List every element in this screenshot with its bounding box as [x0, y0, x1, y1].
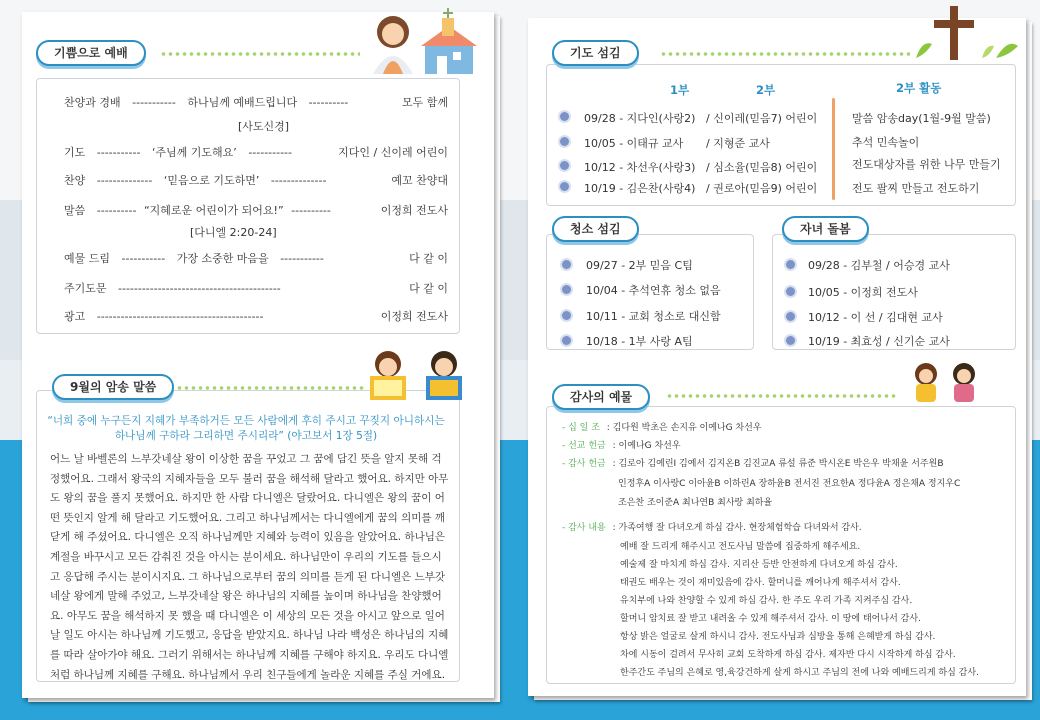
prayer-2nd: / 심소율(믿음8) 어린이 — [706, 161, 818, 174]
thanks-content-line: 차에 시동이 걸려서 무사히 교회 도착하게 하심 감사. 제자반 다시 시작하게 하심 감사. — [620, 650, 956, 660]
thanks-title: 감사의 예물 — [552, 384, 650, 410]
bullet-icon — [562, 260, 571, 269]
order-content: [다니엘 2:20-24] — [190, 226, 277, 239]
order-content: “지혜로운 어린이가 되어요!” — [143, 204, 284, 217]
cleaning-title: 청소 섬김 — [552, 216, 639, 242]
cleaning-item: 10/04 - 추석연휴 청소 없음 — [586, 284, 721, 297]
leader-dashes: ----------------------------------------- — [118, 282, 281, 295]
activity-item: 전도대상자를 위한 나무 만들기 — [852, 158, 1001, 171]
bullet-icon — [560, 161, 569, 170]
bullet-icon — [560, 182, 569, 191]
cleaning-item: 10/11 - 교회 청소로 대신함 — [586, 310, 721, 323]
bullet-icon — [786, 260, 795, 269]
jesus-church-illustration — [365, 8, 481, 78]
cleaning-item: 09/27 - 2부 믿음 C팀 — [586, 259, 693, 272]
order-label: 기도 — [64, 146, 86, 159]
order-person: 예꼬 찬양대 — [391, 174, 448, 187]
divider-bar — [832, 98, 835, 200]
thanks-content-line: : 가족여행 잘 다녀오게 하심 감사. 현장체험학습 다녀와서 감사. — [612, 523, 862, 533]
cleaning-item: 10/18 - 1부 사랑 A팀 — [586, 335, 693, 348]
order-person: 이정희 전도사 — [375, 308, 448, 324]
order-person: 다 같 이 — [403, 280, 448, 296]
dot-divider — [176, 384, 366, 392]
leader-dashes: ----------- — [280, 252, 324, 265]
order-person: 지다인 / 신이레 어린이 — [338, 146, 448, 159]
bullet-icon — [786, 287, 795, 296]
worship-row — [64, 144, 448, 160]
tithe-row — [562, 420, 762, 433]
bullet-icon — [786, 312, 795, 321]
children-reading-illustration — [366, 346, 468, 404]
prayer-2nd: / 권로아(믿음9) 어린이 — [706, 182, 818, 195]
order-label: 주기도문 — [64, 282, 107, 295]
worship-row — [64, 172, 448, 188]
leader-dashes: -------------- — [96, 174, 153, 187]
thanks-offering-names: : 김로아 김예린I 김예서 김지온B 김진교A 류설 류준 박시온E 박은우 박채윤 서주원B — [612, 459, 944, 469]
bullet-icon — [562, 336, 571, 345]
leader-dashes: ------------------------------------------ — [96, 310, 264, 323]
leader-dashes: ---------- — [96, 204, 137, 217]
activity-item: 말씀 암송day(1월-9월 말씀) — [852, 112, 991, 125]
dot-divider — [160, 50, 360, 58]
parenting-title: 자녀 돌봄 — [782, 216, 869, 242]
thanks-offering-row — [562, 456, 944, 469]
thanks-content-line: 예술제 잘 마치게 하심 감사. 지리산 등반 안전하게 다녀오게 하심 감사. — [620, 560, 898, 570]
prayer-title: 기도 섬김 — [552, 40, 639, 66]
bullet-icon — [562, 285, 571, 294]
order-label: 광고 — [64, 310, 86, 323]
story-text: 어느 날 바벨론의 느부갓네살 왕이 이상한 꿈을 꾸었고 그 꿈에 담긴 뜻을 알지 못해 걱정했어요. 그래서 왕국의 지혜자들을 모두 불러 꿈을 해석해 달라고 했어요. 하지만 아무도 왕의 꿈을 풀지 못했어요. 하지만 한 사람 다니엘은 달랐어요. 다니엘은 왕의 꿈이 어떤 뜻인지 알게 해 달라고 기도했어요. 그리고 하나님께서는 다니엘에게 꿈의 의미를 깨닫게 해 주셨어요. 다니엘은 오직 하나님께만 지혜와 능력이 있음을 알았어요. 하나님은 계절을 바꾸시고 모든 감춰진 것을 아시는 분이세요. 하나님만이 우리의 기도를 들으시고 응답해 주시는 분이시지요. 그 하나님으로부터 꿈의 의미를 듣게 된 다니엘은 느부갓네살 왕에게 말해 주었고, 느부갓네살 왕은 하나님의 지혜를 높이며 하나님을 찬양했어요. 아무도 꿈을 해석하지 못 했을 때 다니엘은 이 세상의 모든 것을 아시고 앞으로 일어날 일도 아시는 하나님께 기도했고, 응답을 받았지요. 하나님 나라 백성은 하나님의 지혜를 따라 살아가야 해요. 그러기 위해서는 하나님께 지혜를 구해야 하지요. 우리도 다니엘처럼 하나님께 지혜를 구해요. 하나님께서 우리 친구들에게 놀라운 지혜를 주실 거에요. — [50, 453, 449, 681]
bullet-icon — [560, 137, 569, 146]
order-person: 다 같 이 — [409, 252, 448, 265]
activity-item: 추석 민속놀이 — [852, 136, 920, 149]
order-label: 예물 드림 — [64, 252, 111, 265]
column-header: 2부 활동 — [896, 81, 942, 95]
order-label: 찬양 — [64, 174, 86, 187]
thanks-content-row — [562, 520, 862, 533]
worship-row — [64, 280, 448, 296]
thanks-content-line: 항상 밝은 얼굴로 살게 하시니 감사. 전도사님과 심방을 통해 은혜받게 하심 감사. — [620, 632, 936, 642]
leader-dashes: ---------- — [308, 96, 349, 109]
children-praying-illustration — [908, 360, 984, 404]
column-header: 1부 — [670, 83, 690, 97]
thanks-content-label: - 감사 내용 — [562, 523, 606, 533]
leader-dashes: ----------- — [96, 146, 141, 159]
bullet-icon — [562, 311, 571, 320]
worship-row — [64, 250, 448, 266]
leader-dashes: ----------- — [121, 252, 166, 265]
prayer-2nd: / 신이레(믿음7) 어린이 — [706, 112, 818, 125]
prayer-1st: 10/12 - 차선우(사랑3) — [584, 161, 696, 174]
prayer-2nd: / 지형준 교사 — [706, 137, 770, 150]
order-content: 가장 소중한 마음을 — [176, 252, 269, 265]
thanks-content-line: 한주간도 주님의 은혜로 영,육강건하게 살게 하시고 주님의 전에 나와 예배드리게 하심 감사. — [620, 668, 979, 678]
leader-dashes: ----------- — [132, 96, 176, 109]
order-content: ‘주님께 기도해요’ — [151, 146, 237, 159]
order-person: 이정희 전도사 — [380, 204, 448, 217]
order-label: 말씀 — [64, 204, 86, 217]
mission-names: : 이예나G 차선우 — [612, 441, 681, 451]
parenting-item: 10/19 - 최효성 / 신기순 교사 — [808, 335, 950, 348]
thanks-content-line: 태권도 배우는 것이 재미있음에 감사. 할머니를 깨어나게 해주셔서 감사. — [620, 578, 901, 588]
worship-row — [64, 202, 448, 218]
order-content: 하나님께 예배드립니다 — [187, 96, 298, 109]
leader-dashes: ---------- — [291, 204, 331, 217]
thanks-content-line: 유치부에 나와 찬양할 수 있게 하심 감사. 한 주도 우리 가족 지켜주심 감사. — [620, 596, 913, 606]
leaves-icon — [912, 34, 1022, 60]
order-person: 모두 함께 — [401, 96, 448, 109]
worship-row — [64, 94, 448, 110]
thanks-offering-names: 인정후A 이사랑C 이아윤B 이하린A 장하윤B 전서진 전요한A 정다윤A 정은채A 정지우C — [618, 479, 961, 489]
bullet-icon — [560, 112, 569, 121]
prayer-1st: 10/05 - 이태규 교사 — [584, 137, 684, 150]
column-header: 2부 — [756, 83, 776, 97]
order-label: 찬양과 경배 — [64, 96, 121, 109]
leader-dashes: -------------- — [270, 174, 327, 187]
thanks-content-line: 예배 잘 드리게 해주시고 전도사님 말씀에 집중하게 해주세요. — [620, 542, 861, 552]
worship-row — [64, 308, 448, 324]
tithe-label: - 십 일 조 — [562, 423, 600, 433]
leader-dashes: ----------- — [248, 146, 292, 159]
tithe-names: : 김다원 박초은 손지유 이예나G 차선우 — [606, 423, 762, 433]
prayer-1st: 10/19 - 김은찬(사랑4) — [584, 182, 696, 195]
bullet-icon — [786, 336, 795, 345]
dot-divider — [660, 50, 910, 58]
order-content: [사도신경] — [238, 120, 290, 133]
mission-label: - 선교 헌금 — [562, 441, 606, 451]
parenting-item: 10/12 - 이 선 / 김대현 교사 — [808, 311, 943, 324]
dot-divider — [666, 392, 896, 400]
thanks-offering-label: - 감사 헌금 — [562, 459, 606, 469]
thanks-offering-names: 조은찬 조이준A 최나연B 최사랑 최하율 — [618, 498, 773, 508]
parenting-item: 10/05 - 이정희 전도사 — [808, 286, 918, 299]
memory-title: 9월의 암송 말씀 — [52, 374, 174, 400]
prayer-1st: 09/28 - 지다인(사랑2) — [584, 112, 696, 125]
parenting-item: 09/28 - 김부철 / 어승경 교사 — [808, 259, 950, 272]
activity-item: 전도 팔찌 만들고 전도하기 — [852, 182, 980, 195]
order-content: ‘믿음으로 기도하면’ — [163, 174, 260, 187]
mission-row — [562, 438, 681, 451]
worship-title: 기쁨으로 예배 — [36, 40, 146, 66]
thanks-content-line: 할머니 암치료 잘 받고 내려올 수 있게 해주셔서 감사. 이 땅에 태어나서 감사. — [620, 614, 921, 624]
memory-verse: “너희 중에 누구든지 지혜가 부족하거든 모든 사람에게 후히 주시고 꾸짖지 아니하시는 하나님께 구하라 그리하면 주시리라” (야고보서 1장 5절) — [47, 415, 445, 442]
